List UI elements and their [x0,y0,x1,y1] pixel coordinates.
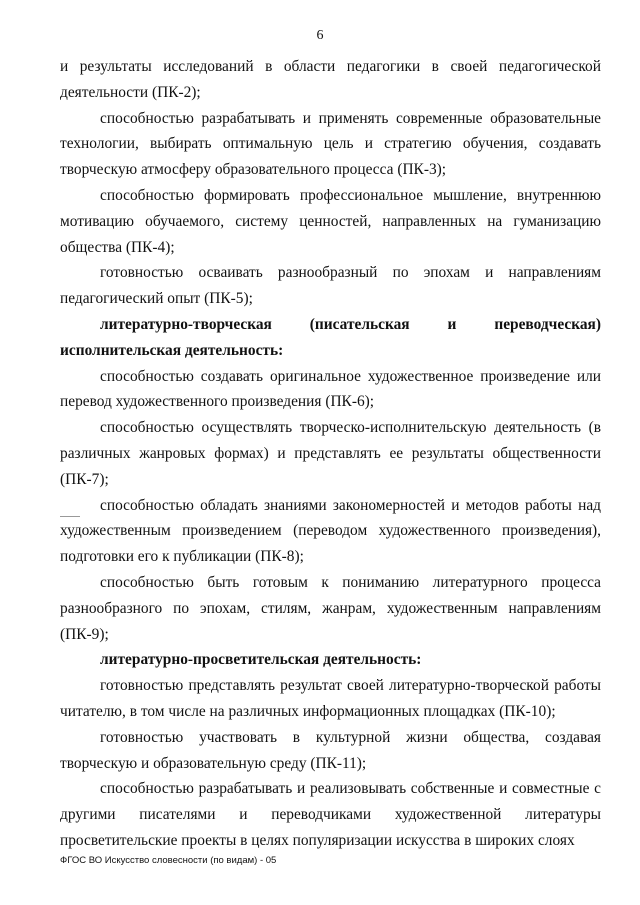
paragraph-pk12-start: способностью разрабатывать и реализовывать собственные и совместные с другими писателями и переводчиками художественной литературы просветительские проекты в целях популяризации искусства в широких слоях [60,780,601,849]
paragraph-pk4: способностью формировать профессиональное мышление, внутреннюю мотивацию обучаемого, систему ценностей, направленных на гуманизацию общества (ПК-4); [60,186,601,256]
paragraph-pk2-continuation: и результаты исследований в области педагогики в своей педагогической деятельности (ПК-2); [60,58,601,101]
page-number: 6 [316,28,324,43]
paragraph-pk9: способностью быть готовым к пониманию литературного процесса разнообразного по эпохам, стилям, жанрам, художественным направлениям (ПК-9); [60,573,601,643]
paragraph-pk10: готовностью представлять результат своей литературно-творческой работы читателю, в том числе на различных информационных площадках (ПК-10); [60,677,601,720]
scan-artifact-mark [60,516,80,517]
paragraph-pk3: способностью разрабатывать и применять современные образовательные технологии, выбирать оптимальную цель и стратегию обучения, создавать творческую атмосферу образовательного процесса (ПК-3); [60,109,601,179]
section-heading-literary-creative: литературно-творческая (писательская и переводческая) исполнительская деятельность: [60,315,601,359]
paragraph-pk7: способностью осуществлять творческо-исполнительскую деятельность (в различных жанровых формах) и представлять ее результаты общественности (ПК-7); [60,419,601,488]
paragraph-pk5: готовностью осваивать разнообразный по эпохам и направлениям педагогический опыт (ПК-5); [60,264,601,308]
page-footer: ФГОС ВО Искусство словесности (по видам) - 05 [60,855,277,866]
paragraph-pk11: готовностью участвовать в культурной жизни общества, создавая творческую и образовательную среду (ПК-11); [60,728,601,772]
body-text [60,54,601,854]
section-heading-literary-educational: литературно-просветительская деятельность: [100,651,422,669]
paragraph-pk8: способностью обладать знаниями закономерностей и методов работы над художественным произведением (переводом художественного произведения), подготовки его к публикации (ПК-8); [60,496,601,566]
paragraph-pk6: способностью создавать оригинальное художественное произведение или перевод художественного произведения (ПК-6); [60,367,601,411]
